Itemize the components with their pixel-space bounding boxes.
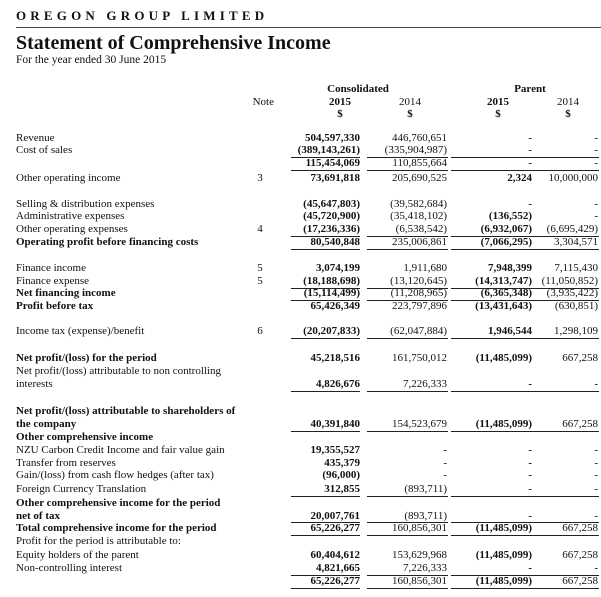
cell-cons-2015: 60,404,612 bbox=[310, 549, 360, 561]
cell-cons-2015: 4,821,665 bbox=[316, 562, 360, 574]
cell-parent-2014: 667,258 bbox=[562, 549, 598, 561]
cell-cons-2015: 4,826,676 bbox=[316, 378, 360, 390]
underline bbox=[533, 338, 599, 339]
underline bbox=[291, 338, 360, 339]
cell-parent-2014: - bbox=[594, 444, 598, 456]
cell-parent-2015: (6,932,067) bbox=[480, 223, 532, 235]
cell-cons-2015: 65,426,349 bbox=[310, 300, 360, 312]
table-row bbox=[0, 418, 601, 431]
cell-cons-2014: - bbox=[443, 444, 447, 456]
cell-cons-2015: (17,236,336) bbox=[303, 223, 360, 235]
cell-cons-2015: 65,226,277 bbox=[310, 575, 360, 587]
row-label: Foreign Currency Translation bbox=[16, 483, 147, 495]
table-row bbox=[0, 575, 601, 588]
row-label: Operating profit before financing costs bbox=[16, 236, 199, 248]
table-row bbox=[0, 378, 601, 391]
underline bbox=[533, 391, 599, 392]
cell-cons-2014: 153,629,968 bbox=[392, 549, 447, 561]
table-row bbox=[0, 223, 601, 236]
cell-cons-2015: 115,454,069 bbox=[305, 157, 360, 169]
note-ref: 6 bbox=[257, 325, 263, 337]
year-header-p2014: 2014 bbox=[557, 96, 579, 108]
year-header-p2015: 2015 bbox=[487, 96, 509, 108]
cell-parent-2015: - bbox=[528, 378, 532, 390]
table-row bbox=[0, 157, 601, 170]
underline bbox=[451, 588, 533, 589]
underline bbox=[451, 170, 533, 171]
row-label: Selling & distribution expenses bbox=[16, 198, 155, 210]
cell-cons-2014: (62,047,884) bbox=[390, 325, 447, 337]
cell-cons-2015: (45,720,900) bbox=[303, 210, 360, 222]
table-row bbox=[0, 365, 601, 378]
cell-parent-2015: - bbox=[528, 132, 532, 144]
cell-cons-2014: (893,711) bbox=[404, 510, 447, 522]
cell-parent-2014: 667,258 bbox=[562, 522, 598, 534]
cell-parent-2014: - bbox=[594, 210, 598, 222]
table-row bbox=[0, 549, 601, 562]
currency-header: $ bbox=[337, 108, 343, 120]
table-row bbox=[0, 144, 601, 157]
header-rule bbox=[16, 27, 601, 28]
table-row bbox=[0, 444, 601, 457]
table-row bbox=[0, 497, 601, 510]
cell-parent-2015: (11,485,099) bbox=[475, 522, 532, 534]
cell-parent-2014: (11,050,852) bbox=[541, 275, 598, 287]
table-row bbox=[0, 262, 601, 275]
cell-cons-2015: 435,379 bbox=[324, 457, 360, 469]
row-label: Total comprehensive income for the period bbox=[16, 522, 217, 534]
year-header-c2015: 2015 bbox=[329, 96, 351, 108]
cell-cons-2014: 110,855,664 bbox=[392, 157, 447, 169]
underline bbox=[367, 170, 448, 171]
cell-cons-2014: 446,760,651 bbox=[392, 132, 447, 144]
table-row bbox=[0, 287, 601, 300]
cell-cons-2015: 80,540,848 bbox=[310, 236, 360, 248]
cell-parent-2014: - bbox=[594, 562, 598, 574]
table-row bbox=[0, 172, 601, 185]
cell-cons-2014: - bbox=[443, 469, 447, 481]
underline bbox=[291, 588, 360, 589]
currency-header: $ bbox=[407, 108, 413, 120]
underline bbox=[533, 170, 599, 171]
row-label: Net profit/(loss) attributable to shareholders of bbox=[16, 405, 236, 417]
cell-parent-2015: - bbox=[528, 444, 532, 456]
row-label: Net profit/(loss) attributable to non controlling bbox=[16, 365, 221, 377]
row-label: Other comprehensive income bbox=[16, 431, 154, 443]
cell-cons-2014: - bbox=[443, 457, 447, 469]
cell-cons-2014: 7,226,333 bbox=[403, 562, 447, 574]
cell-parent-2014: - bbox=[594, 469, 598, 481]
row-label-cont: interests bbox=[16, 378, 53, 390]
note-header: Note bbox=[252, 96, 274, 108]
row-label: Profit before tax bbox=[16, 300, 94, 312]
cell-parent-2015: (136,552) bbox=[488, 210, 532, 222]
cell-cons-2014: 1,911,680 bbox=[403, 262, 447, 274]
cell-cons-2015: 504,597,330 bbox=[305, 132, 360, 144]
cell-cons-2014: 235,006,861 bbox=[392, 236, 447, 248]
cell-parent-2015: (11,485,099) bbox=[475, 575, 532, 587]
table-row bbox=[0, 469, 601, 482]
cell-cons-2015: 73,691,818 bbox=[310, 172, 360, 184]
row-label: Revenue bbox=[16, 132, 55, 144]
cell-cons-2014: 205,690,525 bbox=[392, 172, 447, 184]
cell-parent-2015: (11,485,099) bbox=[475, 418, 532, 430]
cell-parent-2014: - bbox=[594, 157, 598, 169]
cell-cons-2014: (13,120,645) bbox=[390, 275, 447, 287]
cell-parent-2015: - bbox=[528, 562, 532, 574]
row-label: Transfer from reserves bbox=[16, 457, 116, 469]
underline bbox=[367, 249, 448, 250]
row-label-cont: the company bbox=[16, 418, 77, 430]
cell-parent-2014: (3,935,422) bbox=[546, 287, 598, 299]
underline bbox=[291, 170, 360, 171]
note-ref: 5 bbox=[257, 275, 263, 287]
cell-parent-2014: - bbox=[594, 132, 598, 144]
row-label: NZU Carbon Credit Income and fair value gain bbox=[16, 444, 225, 456]
cell-parent-2014: 3,304,571 bbox=[554, 236, 598, 248]
row-label: Finance income bbox=[16, 262, 86, 274]
underline bbox=[533, 588, 599, 589]
cell-parent-2014: 7,115,430 bbox=[554, 262, 598, 274]
row-label: Finance expense bbox=[16, 275, 89, 287]
cell-parent-2014: 10,000,000 bbox=[548, 172, 598, 184]
row-label: Net profit/(loss) for the period bbox=[16, 352, 157, 364]
parent-header: Parent bbox=[514, 83, 546, 95]
cell-cons-2015: (18,188,698) bbox=[303, 275, 360, 287]
table-row bbox=[0, 562, 601, 575]
underline bbox=[291, 391, 360, 392]
cell-cons-2014: (893,711) bbox=[404, 483, 447, 495]
row-label: Equity holders of the parent bbox=[16, 549, 139, 561]
cell-parent-2015: - bbox=[528, 457, 532, 469]
cell-cons-2015: 312,855 bbox=[324, 483, 360, 495]
cell-parent-2015: 7,948,399 bbox=[488, 262, 532, 274]
cell-cons-2014: 160,856,301 bbox=[392, 575, 447, 587]
cell-parent-2015: (11,485,099) bbox=[475, 549, 532, 561]
cell-cons-2015: 45,218,516 bbox=[310, 352, 360, 364]
page-title: Statement of Comprehensive Income bbox=[16, 32, 331, 54]
cell-cons-2014: 154,523,679 bbox=[392, 418, 447, 430]
note-ref: 5 bbox=[257, 262, 263, 274]
cell-cons-2015: 20,007,761 bbox=[310, 510, 360, 522]
cell-parent-2014: - bbox=[594, 144, 598, 156]
consolidated-header: Consolidated bbox=[327, 83, 389, 95]
row-label: Profit for the period is attributable to: bbox=[16, 535, 181, 547]
table-row bbox=[0, 352, 601, 365]
row-label: Cost of sales bbox=[16, 144, 73, 156]
cell-parent-2015: (14,313,747) bbox=[475, 275, 532, 287]
cell-cons-2015: 65,226,277 bbox=[310, 522, 360, 534]
currency-header: $ bbox=[565, 108, 571, 120]
underline bbox=[533, 249, 599, 250]
section-header bbox=[0, 431, 601, 444]
cell-parent-2014: 667,258 bbox=[562, 575, 598, 587]
note-ref: 3 bbox=[257, 172, 263, 184]
underline bbox=[451, 391, 533, 392]
cell-cons-2014: (11,208,965) bbox=[390, 287, 447, 299]
page-subtitle: For the year ended 30 June 2015 bbox=[16, 54, 167, 66]
cell-parent-2014: 1,298,109 bbox=[554, 325, 598, 337]
table-row bbox=[0, 522, 601, 535]
cell-parent-2015: (11,485,099) bbox=[475, 352, 532, 364]
cell-parent-2015: - bbox=[528, 469, 532, 481]
cell-cons-2014: (39,582,684) bbox=[390, 198, 447, 210]
cell-parent-2014: - bbox=[594, 483, 598, 495]
row-label: Income tax (expense)/benefit bbox=[16, 325, 145, 337]
row-label: Gain/(loss) from cash flow hedges (after tax) bbox=[16, 469, 214, 481]
cell-cons-2015: 40,391,840 bbox=[310, 418, 360, 430]
cell-parent-2015: 1,946,544 bbox=[488, 325, 532, 337]
cell-cons-2014: 7,226,333 bbox=[403, 378, 447, 390]
underline bbox=[451, 249, 533, 250]
table-row bbox=[0, 483, 601, 496]
row-label: Net financing income bbox=[16, 287, 116, 299]
cell-cons-2014: 160,856,301 bbox=[392, 522, 447, 534]
table-row bbox=[0, 210, 601, 223]
section-header bbox=[0, 535, 601, 548]
row-label: Other comprehensive income for the period bbox=[16, 497, 221, 509]
underline bbox=[367, 588, 448, 589]
cell-cons-2014: (6,538,542) bbox=[395, 223, 447, 235]
cell-parent-2014: - bbox=[594, 378, 598, 390]
cell-cons-2014: (35,418,102) bbox=[390, 210, 447, 222]
cell-parent-2015: (13,431,643) bbox=[475, 300, 532, 312]
table-row bbox=[0, 300, 601, 313]
cell-parent-2015: - bbox=[528, 510, 532, 522]
underline bbox=[367, 338, 448, 339]
currency-header: $ bbox=[495, 108, 501, 120]
row-label: Other operating expenses bbox=[16, 223, 128, 235]
cell-cons-2014: 223,797,896 bbox=[392, 300, 447, 312]
note-ref: 4 bbox=[257, 223, 263, 235]
cell-parent-2014: - bbox=[594, 510, 598, 522]
underline bbox=[291, 249, 360, 250]
cell-cons-2015: (45,647,803) bbox=[303, 198, 360, 210]
cell-parent-2015: - bbox=[528, 144, 532, 156]
cell-parent-2015: - bbox=[528, 157, 532, 169]
cell-parent-2014: - bbox=[594, 457, 598, 469]
table-row bbox=[0, 325, 601, 338]
cell-cons-2015: 19,355,527 bbox=[310, 444, 360, 456]
row-label: Other operating income bbox=[16, 172, 121, 184]
cell-cons-2015: 3,074,199 bbox=[316, 262, 360, 274]
company-name: OREGON GROUP LIMITED bbox=[16, 8, 269, 23]
cell-parent-2015: (7,066,295) bbox=[480, 236, 532, 248]
row-label-cont: net of tax bbox=[16, 510, 60, 522]
row-label: Administrative expenses bbox=[16, 210, 125, 222]
underline bbox=[367, 391, 448, 392]
cell-parent-2014: - bbox=[594, 198, 598, 210]
table-row bbox=[0, 236, 601, 249]
cell-cons-2015: (15,114,499) bbox=[303, 287, 360, 299]
cell-parent-2014: 667,258 bbox=[562, 418, 598, 430]
cell-cons-2015: (20,207,833) bbox=[303, 325, 360, 337]
cell-cons-2015: (96,000) bbox=[322, 469, 360, 481]
row-label: Non-controlling interest bbox=[16, 562, 123, 574]
cell-parent-2014: (630,851) bbox=[554, 300, 598, 312]
cell-parent-2015: - bbox=[528, 198, 532, 210]
cell-parent-2014: 667,258 bbox=[562, 352, 598, 364]
underline bbox=[451, 338, 533, 339]
cell-cons-2014: 161,750,012 bbox=[392, 352, 447, 364]
cell-cons-2014: (335,904,987) bbox=[384, 144, 447, 156]
cell-parent-2014: (6,695,429) bbox=[546, 223, 598, 235]
cell-parent-2015: (6,365,348) bbox=[480, 287, 532, 299]
cell-cons-2015: (389,143,261) bbox=[297, 144, 360, 156]
cell-parent-2015: 2,324 bbox=[507, 172, 532, 184]
cell-parent-2015: - bbox=[528, 483, 532, 495]
table-row bbox=[0, 405, 601, 418]
year-header-c2014: 2014 bbox=[399, 96, 421, 108]
